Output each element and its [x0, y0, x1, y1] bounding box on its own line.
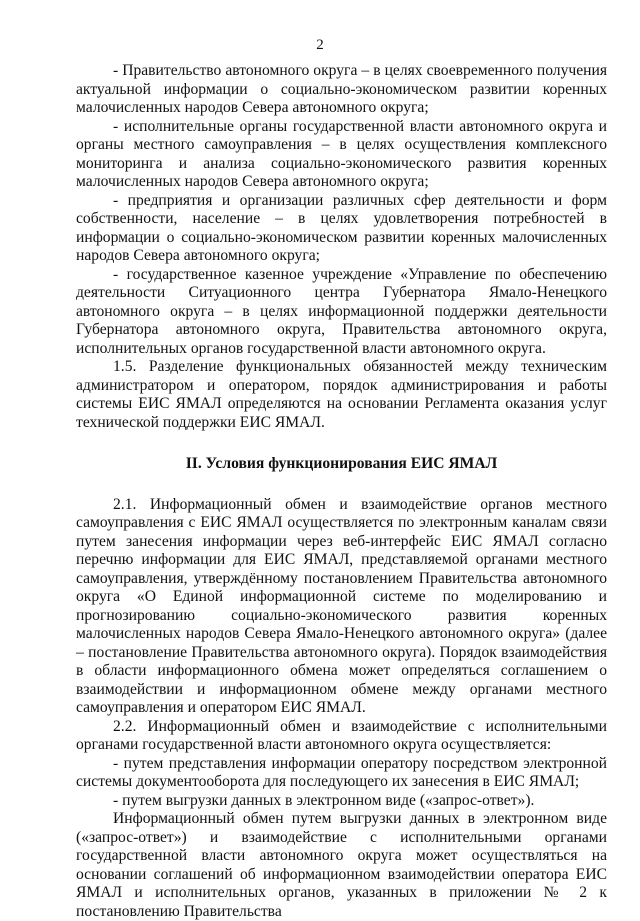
- paragraph-2-1: 2.1. Информационный обмен и взаимодействие органов местного самоуправления с ЕИС ЯМАЛ осуществляется по электронным каналам связи путем занесения информации через веб-интерфейс ЕИС ЯМАЛ согласно перечню информации для ЕИС ЯМАЛ, представляемой органами местного самоуправления, утверждённому постановлением Правительства автономного округа «О Единой информационной системе по моделированию и прогнозированию социально-экономического развития коренных малочисленных народов Севера Ямало-Ненецкого автономного округа» (далее – постановление Правительства автономного округа). Порядок взаимодействия в области информационного обмена может определяться соглашением о взаимодействии и информационном обмене между органами местного самоуправления и оператором ЕИС ЯМАЛ.: [76, 495, 607, 716]
- paragraph-state-institution-purpose: - государственное казенное учреждение «Управление по обеспечению деятельности Ситуационного центра Губернатора Ямало-Ненецкого автономного округа – в целях информационной поддержки деятельности Губернатора автономного округа, Правительства автономного округа, исполнительных органов государственной власти автономного округа.: [76, 265, 607, 357]
- paragraph-data-export: - путем выгрузки данных в электронном виде («запрос-ответ»).: [113, 791, 535, 809]
- paragraph-1-5: 1.5. Разделение функциональных обязанностей между техническим администратором и оператором, порядок администрирования и работы системы ЕИС ЯМАЛ определяются на основании Регламента оказания услуг технической поддержки ЕИС ЯМАЛ.: [76, 358, 607, 431]
- paragraph-2-2: 2.2. Информационный обмен и взаимодействие с исполнительными органами государственной власти автономного округа осуществляется:: [76, 717, 607, 753]
- page-number: 2: [316, 37, 324, 53]
- document-body: [76, 62, 607, 921]
- paragraph-government-purpose: - Правительство автономного округа – в целях своевременного получения актуальной информации о социально-экономическом развитии коренных малочисленных народов Севера автономного округа;: [76, 62, 607, 116]
- paragraph-executive-bodies-purpose: - исполнительные органы государственной власти автономного округа и органы местного самоуправления – в целях осуществления комплексного мониторинга и анализа социально-экономического развития коренных малочисленных народов Севера автономного округа;: [76, 117, 607, 190]
- section-heading: II. Условия функционирования ЕИС ЯМАЛ: [185, 455, 498, 472]
- paragraph-enterprises-purpose: - предприятия и организации различных сфер деятельности и форм собственности, население – в целях удовлетворения потребностей в информации о социально-экономическом развитии коренных малочисленных народов Севера автономного округа;: [76, 191, 607, 264]
- paragraph-document-system: - путем представления информации оператору посредством электронной системы документооборота для последующего их занесения в ЕИС ЯМАЛ;: [76, 754, 607, 790]
- paragraph-exchange-agreements: Информационный обмен путем выгрузки данных в электронном виде («запрос-ответ») и взаимодействие с исполнительными органами государственной власти автономного округа может осуществляться на основании соглашений об информационном взаимодействии оператора ЕИС ЯМАЛ и исполнительных органов, указанных в приложении № 2 к постановлению Правительства: [76, 810, 607, 920]
